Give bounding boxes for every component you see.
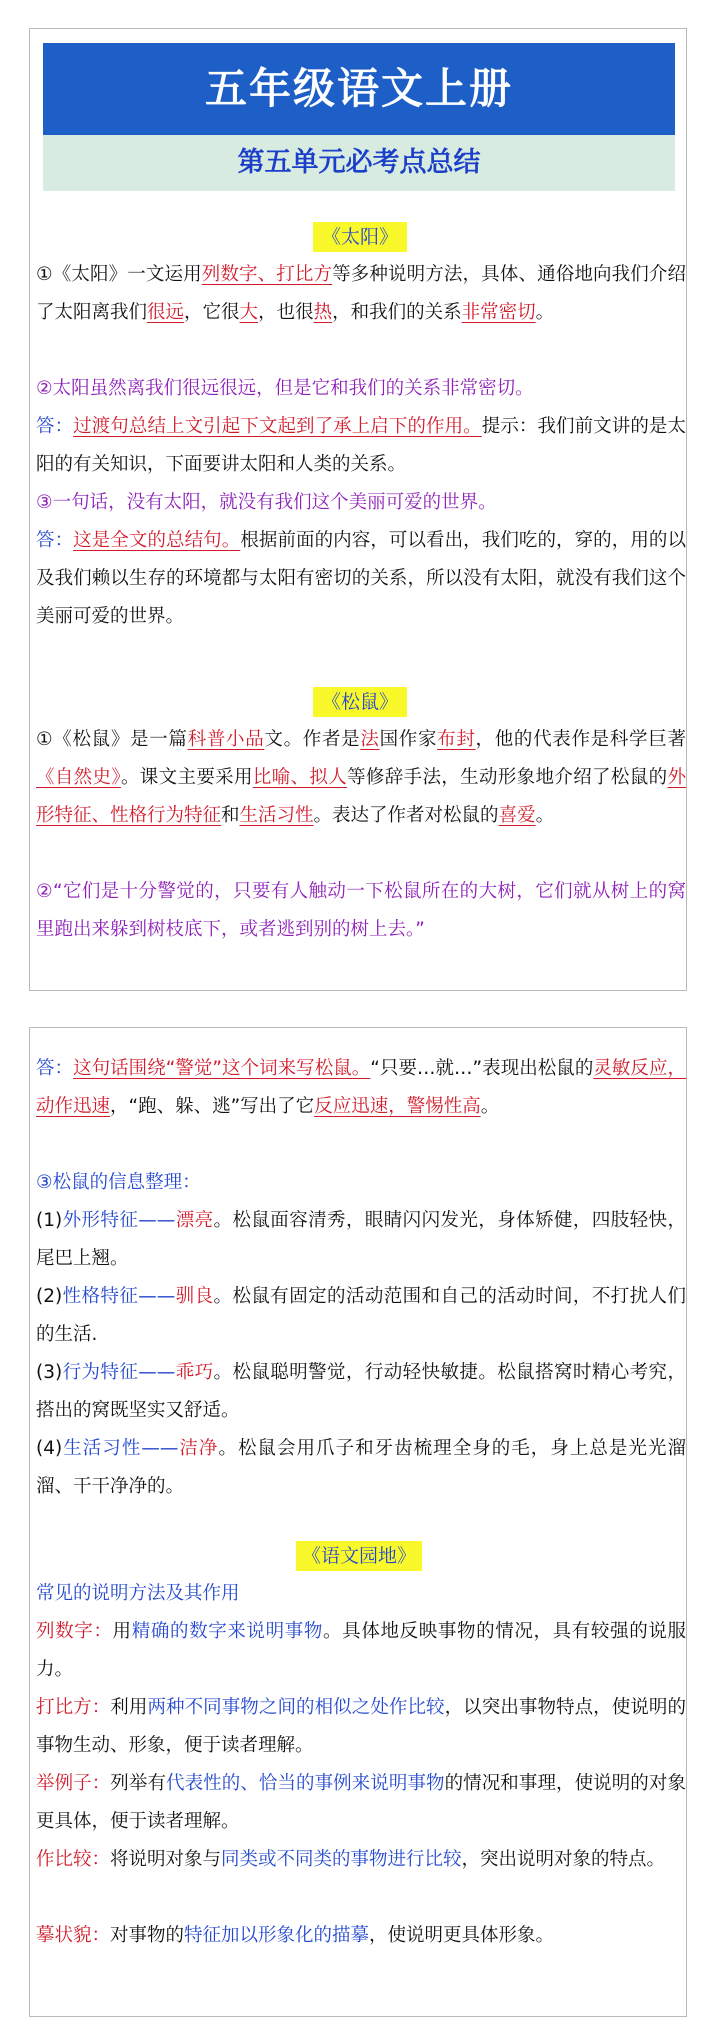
keyword: 反应迅速，警惕性高 (314, 1096, 481, 1117)
text: 利用 (110, 1697, 148, 1718)
item-text: 。松鼠会用爪子和牙齿梳理全身的毛，身上总是光光溜溜、干干净净的。 (36, 1438, 686, 1497)
answer-label: 答： (36, 530, 74, 551)
section-heading-squirrel: 《松鼠》 (313, 687, 407, 717)
page-subtitle: 第五单元必考点总结 (43, 135, 675, 191)
text: 。课文主要采用 (120, 767, 253, 788)
text: ，也很 (258, 302, 314, 323)
keyword: 布封 (437, 729, 476, 750)
answer-key: 过渡句总结上文引起下文起到了承上启下的作用。 (73, 416, 482, 437)
item-dash: —— (138, 1362, 176, 1383)
method-name: 摹状貌： (36, 1925, 111, 1946)
method-highlight: 代表性的、恰当的事例来说明事物 (166, 1773, 445, 1794)
sun-answer-2 (36, 522, 686, 636)
text: 等多种说明方法，具体、通俗地向我们介绍了太阳离我们 (36, 264, 686, 323)
answer-label: 答： (36, 1058, 74, 1079)
squirrel-info-heading: ③松鼠的信息整理： (36, 1172, 201, 1193)
method-highlight: 同类或不同类的事物进行比较 (221, 1849, 462, 1870)
keyword: 《自然史》 (36, 767, 121, 788)
squirrel-info-item (36, 1278, 686, 1354)
sun-answer-1 (36, 408, 686, 484)
text: “只要…就…”表现出松鼠的 (370, 1058, 594, 1079)
text: 的情况和事理，使说明的对象更具体，便于读者理解。 (36, 1773, 686, 1832)
item-value: 洁净 (178, 1438, 219, 1459)
text: ，他的代表作是科学巨著 (475, 729, 686, 750)
item-text: 。松鼠有固定的活动范围和自己的活动时间，不打扰人们的生活. (36, 1286, 686, 1345)
item-value: 乖巧 (175, 1362, 214, 1383)
keyword: 法 (360, 729, 380, 750)
sun-quote-3: ③一句话，没有太阳，就没有我们这个美丽可爱的世界。 (36, 492, 497, 513)
text: 文。作者是 (264, 729, 361, 750)
text: 。 (480, 1096, 500, 1117)
item-number: (1) (36, 1210, 63, 1231)
section-heading-garden: 《语文园地》 (296, 1541, 422, 1571)
item-dash: —— (141, 1438, 179, 1459)
answer-key: 这句话围绕“警觉”这个词来写松鼠。 (73, 1058, 371, 1079)
item-number: (3) (36, 1362, 63, 1383)
keyword: 喜爱 (498, 805, 536, 826)
text: ①《太阳》一文运用 (36, 264, 202, 285)
card-upper (29, 28, 687, 991)
item-feature: 生活习性 (62, 1438, 142, 1459)
squirrel-info-item (36, 1354, 686, 1430)
item-dash: —— (138, 1210, 176, 1231)
text: ，突出说明对象的特点。 (461, 1849, 666, 1870)
section-heading-sun: 《太阳》 (313, 222, 407, 252)
keyword: 热 (313, 302, 333, 323)
item-number: (4) (36, 1438, 63, 1459)
method-name: 列数字： (36, 1621, 113, 1642)
keyword: 外形特征、性格行为特征 (36, 767, 686, 826)
method-item (36, 1841, 686, 1879)
page-title: 五年级语文上册 (43, 43, 675, 135)
item-value: 漂亮 (175, 1210, 214, 1231)
keyword: 大 (239, 302, 259, 323)
method-item (36, 1765, 686, 1841)
method-name: 举例子： (36, 1773, 111, 1794)
item-number: (2) (36, 1286, 63, 1307)
squirrel-quote-2: ②“它们是十分警觉的，只要有人触动一下松鼠所在的大树，它们就从树上的窝里跑出来躲到树枝底下，或者逃到别的树上去。” (36, 881, 686, 940)
method-highlight: 特征加以形象化的描摹 (184, 1925, 370, 1946)
text: 。 (535, 805, 555, 826)
keyword: 列数字、打比方 (201, 264, 333, 285)
text: 国作家 (379, 729, 438, 750)
text: 。具体地反映事物的情况，具有较强的说服力。 (36, 1621, 686, 1680)
item-feature: 性格特征 (62, 1286, 139, 1307)
text: 列举有 (110, 1773, 167, 1794)
text: 将说明对象与 (110, 1849, 222, 1870)
method-highlight: 精确的数字来说明事物 (131, 1621, 324, 1642)
text: 。 (535, 302, 555, 323)
keyword: 很远 (147, 302, 185, 323)
keyword: 灵敏反应，动作迅速 (36, 1058, 686, 1117)
text: 提示：我们前文讲的是太阳的有关知识，下面要讲太阳和人类的关系。 (36, 416, 686, 475)
answer-label: 答： (36, 416, 74, 437)
keyword: 比喻、拟人 (252, 767, 348, 788)
methods-subheading: 常见的说明方法及其作用 (36, 1583, 240, 1604)
item-text: 。松鼠面容清秀，眼睛闪闪发光，身体矫健，四肢轻快，尾巴上翘。 (36, 1210, 686, 1269)
item-dash: —— (138, 1286, 176, 1307)
method-name: 作比较： (36, 1849, 111, 1870)
keyword: 非常密切 (461, 302, 536, 323)
squirrel-info-item (36, 1202, 686, 1278)
method-name: 打比方： (36, 1697, 111, 1718)
squirrel-answer (36, 1050, 686, 1126)
item-text: 。松鼠聪明警觉，行动轻快敏捷。松鼠搭窝时精心考究，搭出的窝既坚实又舒适。 (36, 1362, 686, 1421)
text: 用 (112, 1621, 132, 1642)
item-feature: 行为特征 (62, 1362, 139, 1383)
sun-paragraph-1 (36, 256, 686, 332)
squirrel-paragraph-1 (36, 721, 686, 835)
text: ，使说明更具体形象。 (369, 1925, 555, 1946)
item-feature: 外形特征 (62, 1210, 139, 1231)
text: 。表达了作者对松鼠的 (313, 805, 499, 826)
text: ，和我们的关系 (332, 302, 462, 323)
text: ，它很 (184, 302, 240, 323)
keyword: 科普小品 (187, 729, 265, 750)
text: ①《松鼠》是一篇 (36, 729, 188, 750)
method-item (36, 1613, 686, 1689)
item-value: 驯良 (175, 1286, 214, 1307)
text: ，“跑、躲、逃”写出了它 (110, 1096, 315, 1117)
text: 根据前面的内容，可以看出，我们吃的，穿的，用的以及我们赖以生存的环境都与太阳有密切的关系，所以没有太阳，就没有我们这个美丽可爱的世界。 (36, 530, 686, 627)
squirrel-info-item (36, 1430, 686, 1506)
card-lower (29, 1027, 687, 2017)
answer-key: 这是全文的总结句。 (73, 530, 241, 551)
text: 对事物的 (110, 1925, 185, 1946)
text: 等修辞手法，生动形象地介绍了松鼠的 (347, 767, 668, 788)
method-item (36, 1689, 686, 1765)
text: 和 (221, 805, 240, 826)
sun-quote-2: ②太阳虽然离我们很远很远，但是它和我们的关系非常密切。 (36, 378, 534, 399)
method-item (36, 1917, 686, 1955)
text: ，以突出事物特点，使说明的事物生动、形象，便于读者理解。 (36, 1697, 686, 1756)
keyword: 生活习性 (239, 805, 314, 826)
method-highlight: 两种不同事物之间的相似之处作比较 (147, 1697, 445, 1718)
